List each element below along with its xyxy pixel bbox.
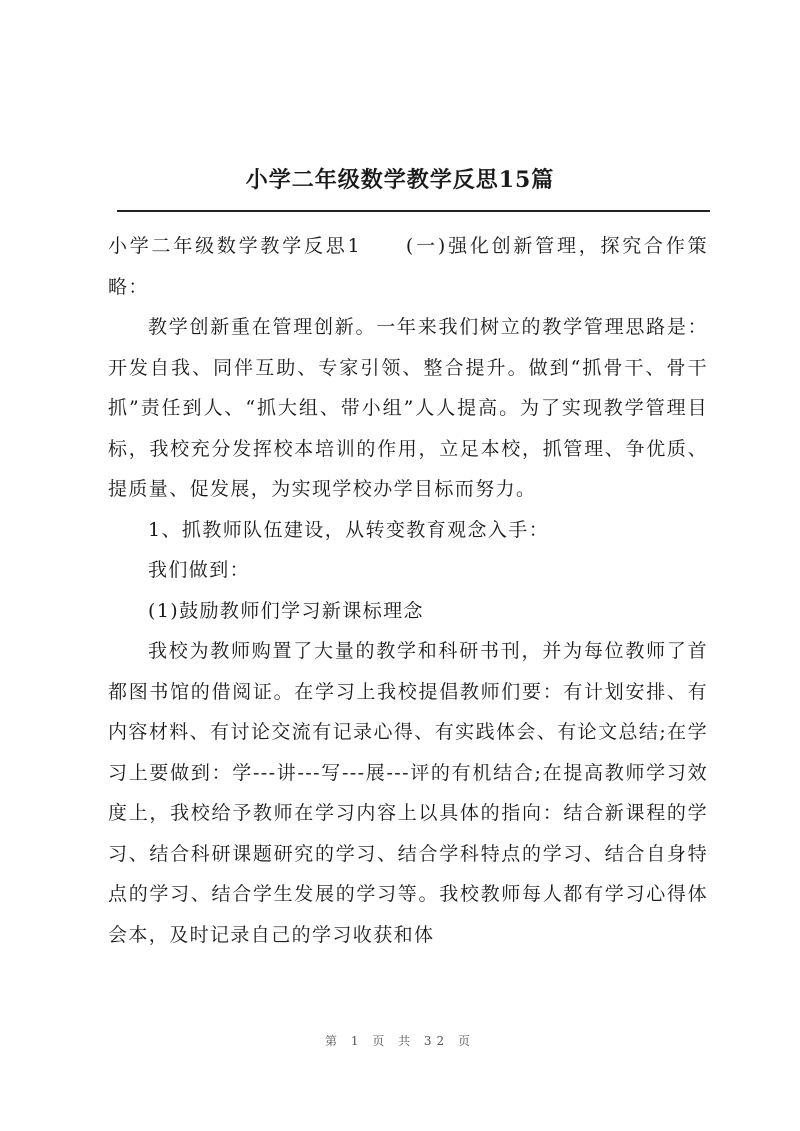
- page-footer: 第 1 页 共 32 页: [325, 1034, 475, 1048]
- title-divider: [117, 210, 710, 212]
- paragraph: 我们做到：: [148, 559, 251, 581]
- paragraph: 1、抓教师队伍建设，从转变教育观念入手：: [148, 518, 550, 541]
- document-body: [108, 226, 708, 955]
- paragraph-heading: 小学二年级数学教学反思1 (一)强化创新管理，探究合作策略：: [108, 235, 708, 298]
- paragraph: (1)鼓励教师们学习新课标理念: [148, 599, 424, 622]
- paragraph: 教学创新重在管理创新。一年来我们树立的教学管理思路是：开发自我、同伴互助、专家引领、整合提升。做到“抓骨干、骨干抓”责任到人、“抓大组、带小组”人人提高。为了实现教学管理目标，我校充分发挥校本培训的作用，立足本校，抓管理、争优质、提质量、促发展，为实现学校办学目标而努力。: [108, 316, 708, 500]
- page-title: 小学二年级数学教学反思15篇: [245, 167, 555, 193]
- paragraph: 我校为教师购置了大量的教学和科研书刊，并为每位教师了首都图书馆的借阅证。在学习上我校提倡教师们要：有计划安排、有内容材料、有讨论交流有记录心得、有实践体会、有论文总结;在学习上要做到：学---讲---写---展---评的有机结合;在提高教师学习效度上，我校给予教师在学习内容上以具体的指向：结合新课程的学习、结合科研课题研究的学习、结合学科特点的学习、结合自身特点的学习、结合学生发展的学习等。我校教师每人都有学习心得体会本，及时记录自己的学习收获和体: [108, 640, 708, 946]
